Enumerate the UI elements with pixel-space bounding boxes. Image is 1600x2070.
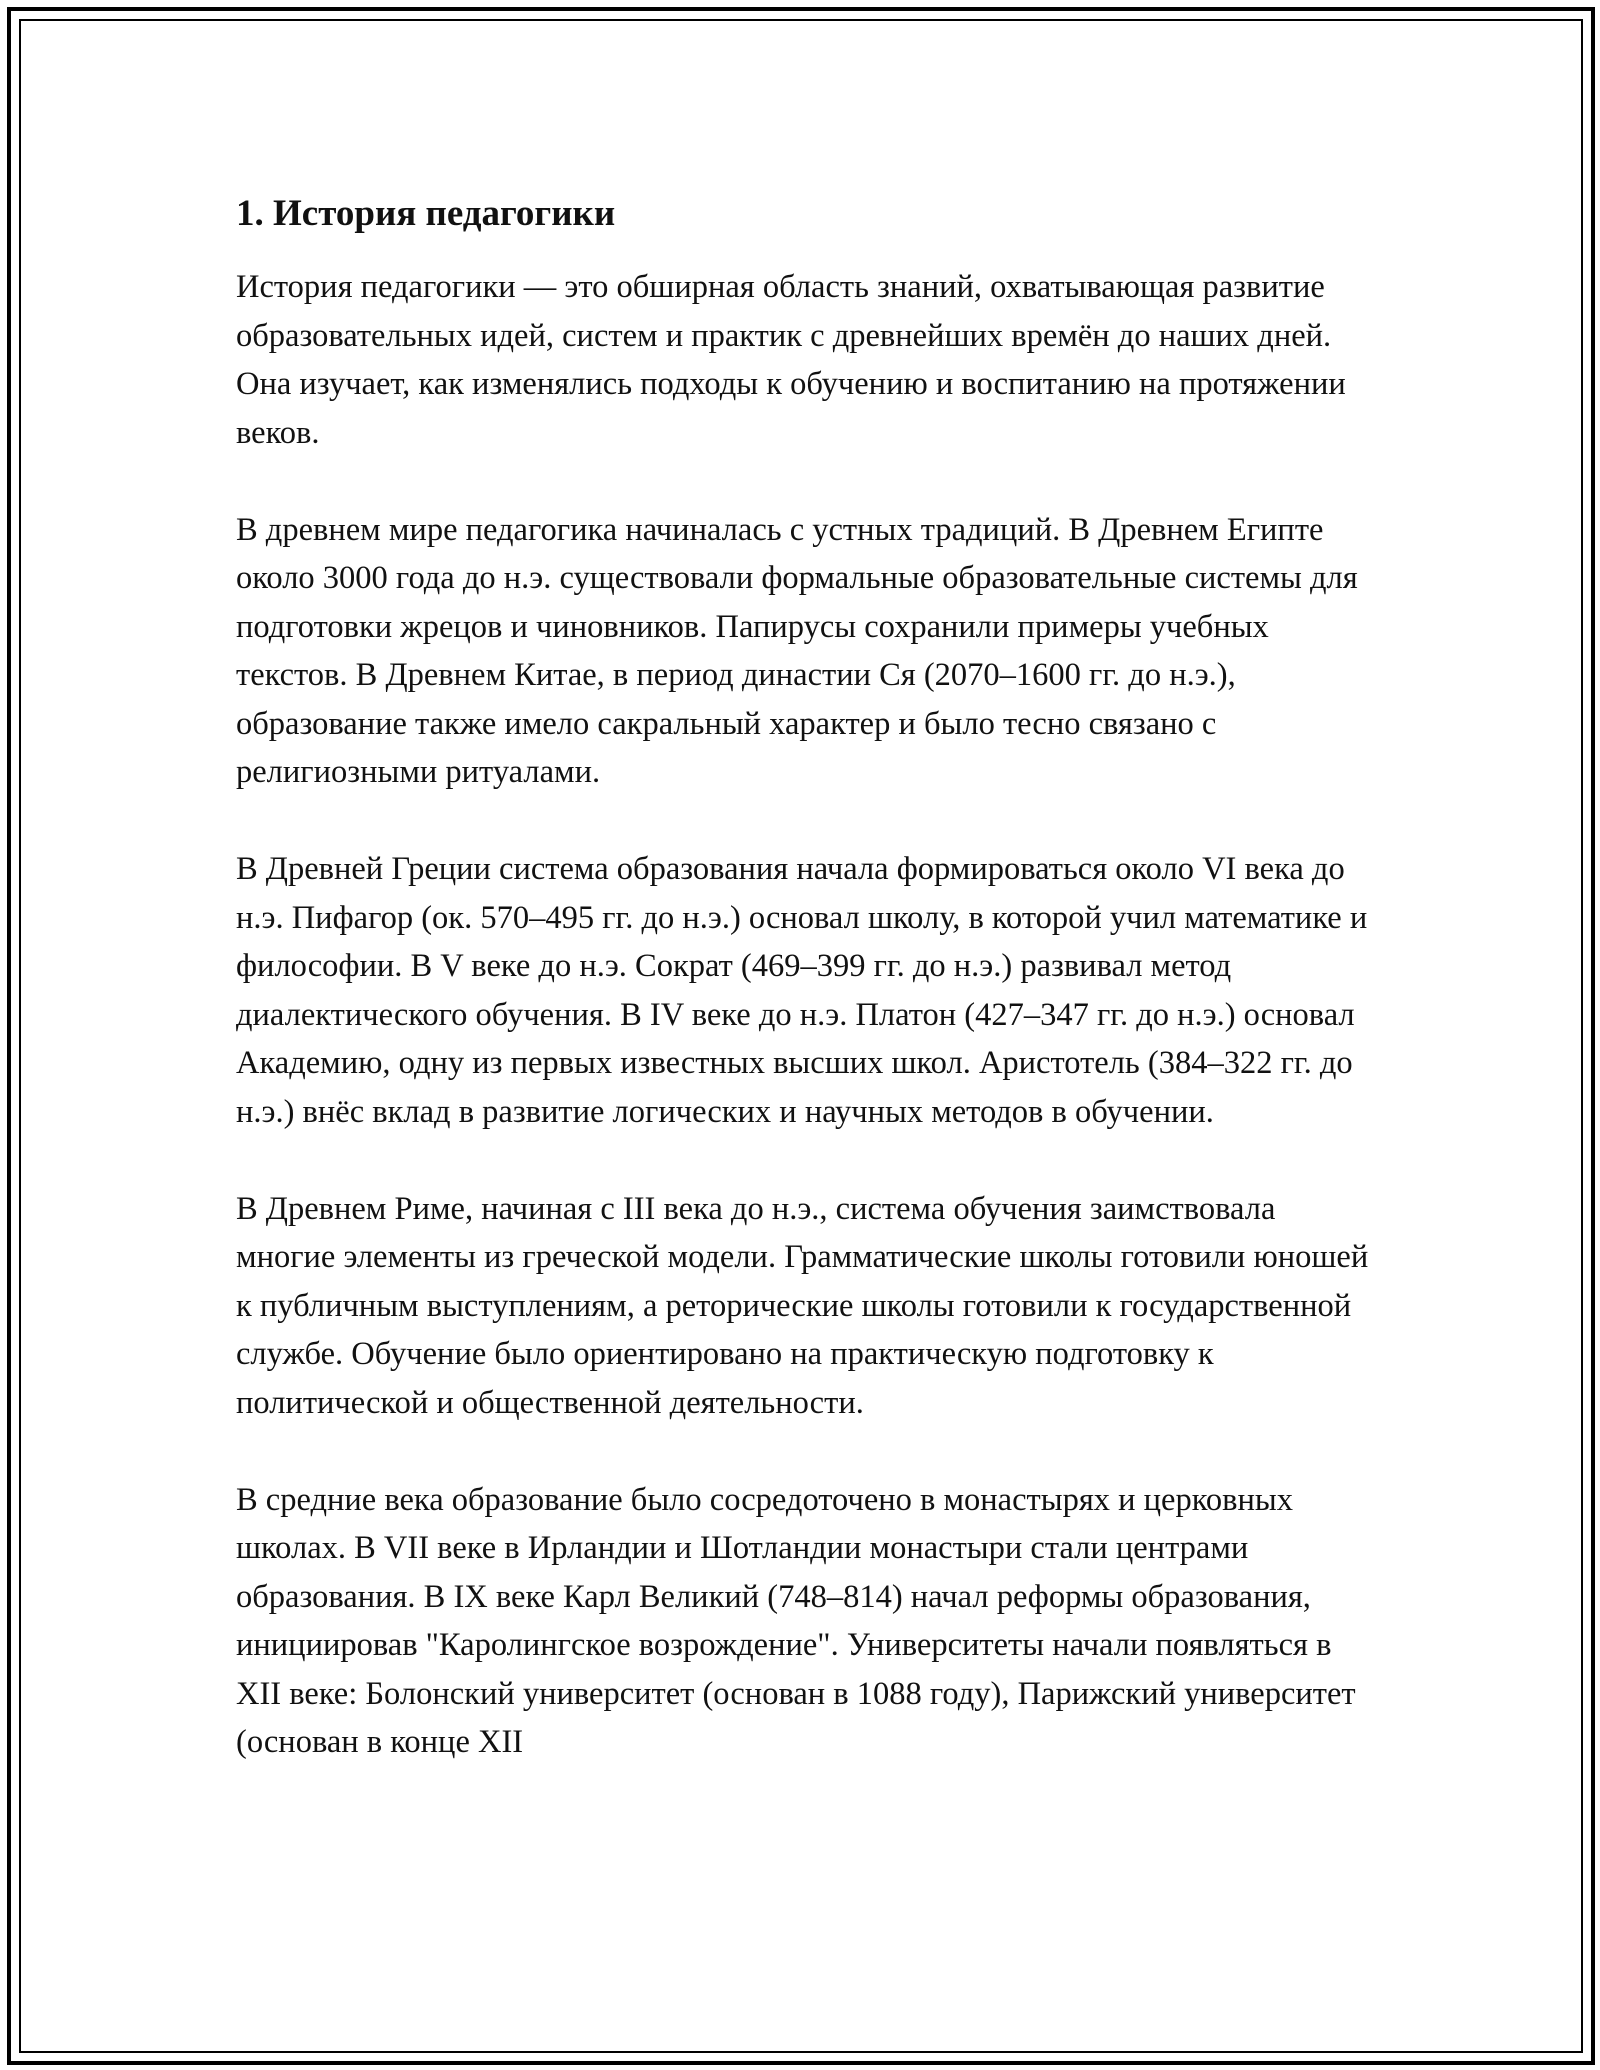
paragraph-middle-ages: В средние века образование было сосредоточено в монастырях и церковных школах. В VII веке в Ирландии и Шотландии монастыри стали центрами образования. В IX веке Карл Великий (748–814) начал реформы образования, инициировав "Каролингское возрождение". Университеты начали появляться в XII веке: Болонский университет (основан в 1088 году), Парижский университет (основан в конце XII [236,1481,1356,1760]
paragraph-intro: История педагогики — это обширная область знаний, охватывающая развитие образовательных идей, систем и практик с древнейших времён до наших дней. Она изучает, как изменялись подходы к обучению и воспитанию на протяжении веков. [236,269,1346,451]
paragraph-ancient-world: В древнем мире педагогика начиналась с устных традиций. В Древнем Египте около 3000 года до н.э. существовали формальные образовательные системы для подготовки жрецов и чиновников. Папирусы сохранили примеры учебных текстов. В Древнем Китае, в период династии Ся (2070–1600 гг. до н.э.), образование также имело сакральный характер и было тесно связано с религиозными ритуалами. [236,511,1358,790]
document-content [236,188,1381,1815]
paragraph-ancient-rome: В Древнем Риме, начиная с III века до н.э., система обучения заимствовала многие элементы из греческой модели. Грамматические школы готовили юношей к публичным выступлениям, а реторические школы готовили к государственной службе. Обучение было ориентировано на практическую подготовку к политической и общественной деятельности. [236,1190,1369,1421]
paragraph-ancient-greece: В Древней Греции система образования начала формироваться около VI века до н.э. Пифагор (ок. 570–495 гг. до н.э.) основал школу, в которой учил математике и философии. В V веке до н.э. Сократ (469–399 гг. до н.э.) развивал метод диалектического обучения. В IV веке до н.э. Платон (427–347 гг. до н.э.) основал Академию, одну из первых известных высших школ. Аристотель (384–322 гг. до н.э.) внёс вклад в развитие логических и научных методов в обучении. [236,851,1368,1130]
section-heading: 1. История педагогики [236,193,616,234]
